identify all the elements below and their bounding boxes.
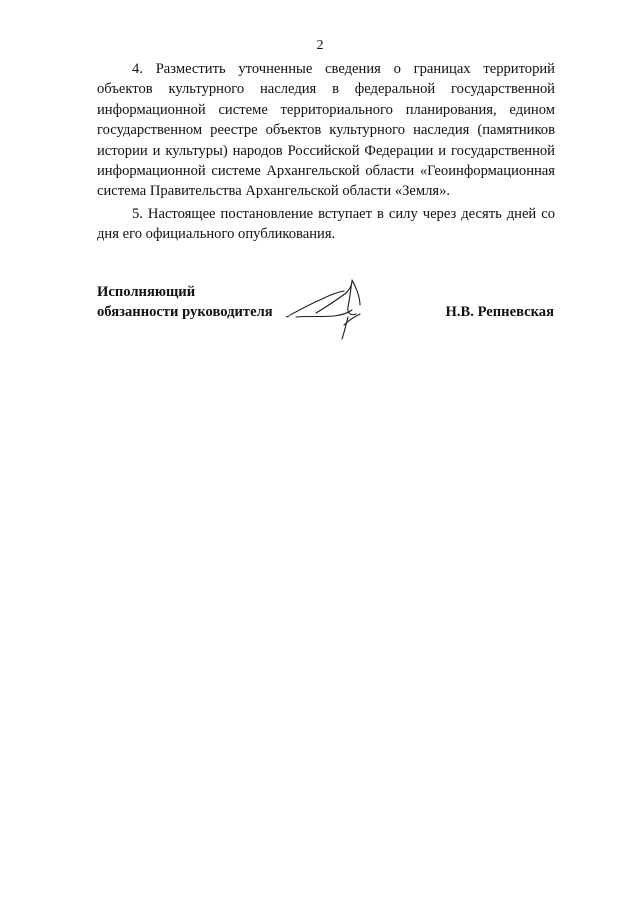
signatory-title-line-1: Исполняющий bbox=[97, 284, 196, 300]
handwritten-signature bbox=[286, 277, 376, 343]
paragraph-4: 4. Разместить уточненные сведения о границах территорий объектов культурного наследия в федеральной государственной информационной системе территориального планирования, едином государственном реестре объектов культурного наследия (памятников истории и культуры) народов Российской Федерации и государственной информационной системе Архангельской области «Геоинформационная система Правительства Архангельской области «Земля». bbox=[97, 61, 555, 200]
signatory-name: Н.В. Репневская bbox=[445, 304, 554, 320]
page-number: 2 bbox=[316, 38, 324, 53]
paragraph-5: 5. Настоящее постановление вступает в силу через десять дней со дня его официального опубликования. bbox=[97, 206, 555, 243]
signatory-title bbox=[97, 282, 273, 323]
signatory-title-line-2: обязанности руководителя bbox=[97, 304, 273, 321]
